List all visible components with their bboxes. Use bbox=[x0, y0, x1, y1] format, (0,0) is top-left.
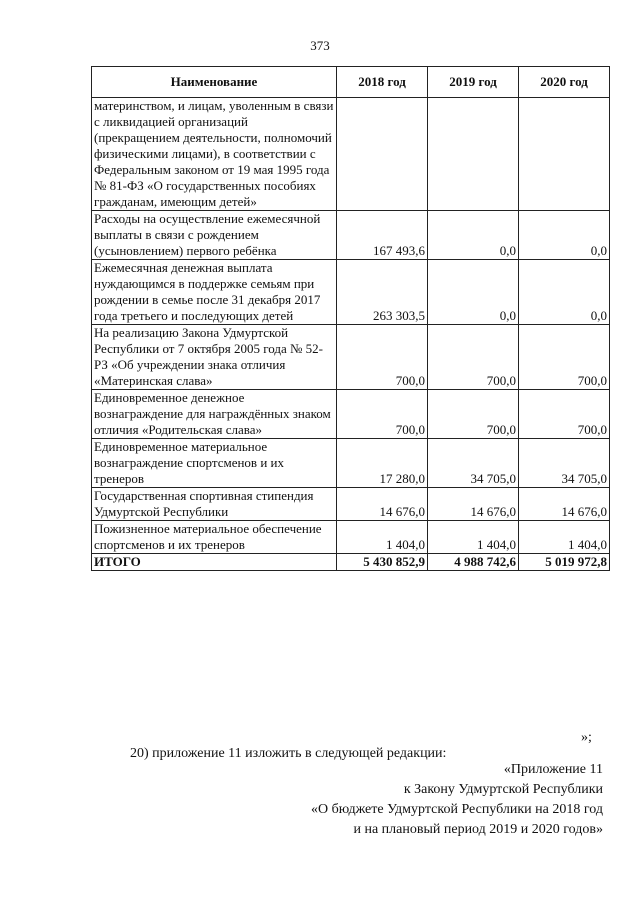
value-2019: 34 705,0 bbox=[428, 439, 519, 488]
value-2020: 14 676,0 bbox=[519, 488, 610, 521]
value-2018: 14 676,0 bbox=[337, 488, 428, 521]
appendix-line: «Приложение 11 bbox=[503, 762, 603, 777]
value-2019: 0,0 bbox=[428, 211, 519, 260]
table-row bbox=[92, 98, 610, 211]
column-header-2020: 2020 год bbox=[519, 67, 610, 98]
page-number: 373 bbox=[310, 38, 330, 53]
value-2020: 1 404,0 bbox=[519, 521, 610, 554]
value-2020: 0,0 bbox=[519, 211, 610, 260]
column-header-2019: 2019 год bbox=[428, 67, 519, 98]
appendix-line: и на плановый период 2019 и 2020 годов» bbox=[353, 822, 603, 837]
value-2020: 34 705,0 bbox=[519, 439, 610, 488]
appendix-line: «О бюджете Удмуртской Республики на 2018 год bbox=[310, 802, 603, 817]
value-2020 bbox=[519, 98, 610, 211]
total-2018: 5 430 852,9 bbox=[337, 554, 428, 571]
total-2019: 4 988 742,6 bbox=[428, 554, 519, 571]
value-2020: 700,0 bbox=[519, 390, 610, 439]
row-name: Пожизненное материальное обеспечение спортсменов и их тренеров bbox=[92, 521, 337, 554]
value-2018 bbox=[337, 98, 428, 211]
value-2019: 700,0 bbox=[428, 390, 519, 439]
column-header-name: Наименование bbox=[92, 67, 337, 98]
value-2018: 17 280,0 bbox=[337, 439, 428, 488]
amendment-paragraph: 20) приложение 11 изложить в следующей редакции: bbox=[130, 746, 447, 761]
table-row bbox=[92, 439, 610, 488]
total-row bbox=[92, 554, 610, 571]
table-row bbox=[92, 325, 610, 390]
value-2019: 700,0 bbox=[428, 325, 519, 390]
table-row bbox=[92, 488, 610, 521]
table-row bbox=[92, 260, 610, 325]
row-name: Государственная спортивная стипендия Удмуртской Республики bbox=[92, 488, 337, 521]
table-row bbox=[92, 211, 610, 260]
value-2018: 700,0 bbox=[337, 325, 428, 390]
value-2020: 700,0 bbox=[519, 325, 610, 390]
value-2018: 700,0 bbox=[337, 390, 428, 439]
value-2018: 1 404,0 bbox=[337, 521, 428, 554]
row-name: материнством, и лицам, уволенным в связи с ликвидацией организаций (прекращением деятельности, полномочий физическими лицами), в соответствии с Федеральным законом от 19 мая 1995 года № 81-ФЗ «О государственных пособиях гражданам, имеющим детей» bbox=[92, 98, 337, 211]
row-name: Единовременное денежное вознаграждение для награждённых знаком отличия «Родительская слава» bbox=[92, 390, 337, 439]
row-name: Ежемесячная денежная выплата нуждающимся в поддержке семьям при рождении в семье после 31 декабря 2017 года третьего и последующих детей bbox=[92, 260, 337, 325]
total-label: ИТОГО bbox=[92, 554, 337, 571]
value-2019 bbox=[428, 98, 519, 211]
value-2019: 0,0 bbox=[428, 260, 519, 325]
column-header-2018: 2018 год bbox=[337, 67, 428, 98]
value-2020: 0,0 bbox=[519, 260, 610, 325]
table-header-row bbox=[92, 67, 610, 98]
appendix-header bbox=[311, 760, 603, 840]
total-2020: 5 019 972,8 bbox=[519, 554, 610, 571]
row-name: Расходы на осуществление ежемесячной выплаты в связи с рождением (усыновлением) первого ребёнка bbox=[92, 211, 337, 260]
value-2018: 167 493,6 bbox=[337, 211, 428, 260]
table-row bbox=[92, 390, 610, 439]
budget-table bbox=[91, 66, 610, 571]
row-name: На реализацию Закона Удмуртской Республики от 7 октября 2005 года № 52-РЗ «Об учреждении знака отличия «Материнская слава» bbox=[92, 325, 337, 390]
value-2018: 263 303,5 bbox=[337, 260, 428, 325]
closing-quote: »; bbox=[581, 730, 592, 745]
row-name: Единовременное материальное вознаграждение спортсменов и их тренеров bbox=[92, 439, 337, 488]
value-2019: 1 404,0 bbox=[428, 521, 519, 554]
value-2019: 14 676,0 bbox=[428, 488, 519, 521]
table-row bbox=[92, 521, 610, 554]
appendix-line: к Закону Удмуртской Республики bbox=[403, 782, 603, 797]
